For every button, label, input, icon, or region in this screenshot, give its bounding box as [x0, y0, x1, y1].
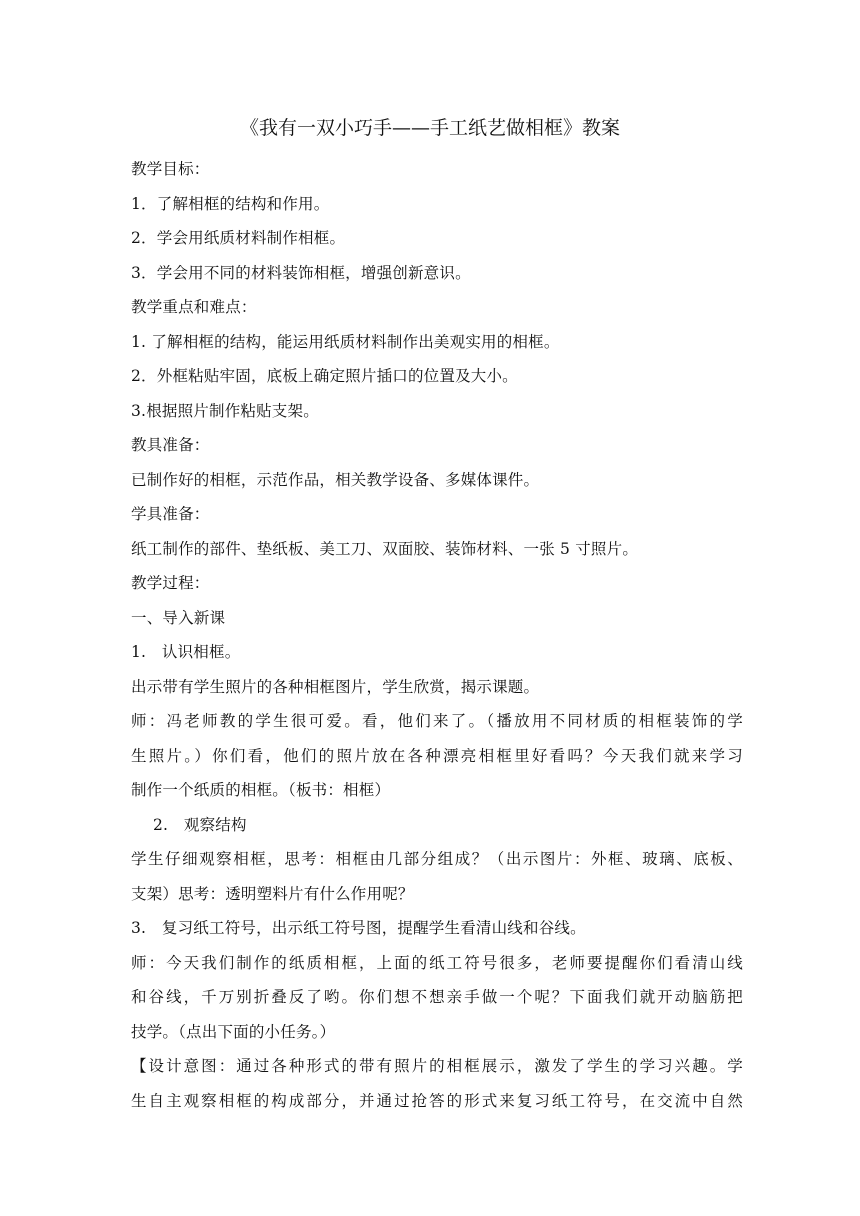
paragraph-line: 技学。（点出下面的小任务。）: [131, 1022, 336, 1041]
paragraph-line: 师：今天我们制作的纸质相框，上面的纸工符号很多，老师要提醒你们看清山线: [131, 953, 743, 972]
paragraph-line: 学具准备：: [131, 505, 210, 523]
paragraph-line: 教学目标：: [131, 160, 210, 178]
paragraph-line: 2．学会用纸质材料制作相框。: [131, 229, 346, 247]
paragraph-line: 制作一个纸质的相框。（板书：相框）: [131, 781, 391, 799]
paragraph-line: 纸工制作的部件、垫纸板、美工刀、双面胶、装饰材料、一张 5 寸照片。: [131, 539, 639, 558]
paragraph-line: 1. 了解相框的结构，能运用纸质材料制作出美观实用的相框。: [131, 332, 560, 351]
paragraph-line: 学生仔细观察相框，思考：相框由几部分组成？（出示图片：外框、玻璃、底板、: [131, 850, 743, 868]
paragraph-line: 2．外框粘贴牢固，底板上确定照片插口的位置及大小。: [131, 367, 518, 385]
paragraph-line: 教学重点和难点：: [131, 298, 257, 316]
paragraph-line: 支架）思考：透明塑料片有什么作用呢？: [131, 884, 414, 903]
paragraph-line: 3．学会用不同的材料装饰相框，增强创新意识。: [131, 263, 471, 282]
paragraph-line: 1. 认识相框。: [131, 643, 241, 661]
paragraph-line: 出示带有学生照片的各种相框图片，学生欣赏，揭示课题。: [131, 677, 540, 696]
paragraph-line: 和谷线，千万别折叠反了哟。你们想不想亲手做一个呢？下面我们就开动脑筋把: [131, 988, 743, 1006]
paragraph-line: 3. 复习纸工符号，出示纸工符号图，提醒学生看清山线和谷线。: [131, 919, 586, 937]
document-body: [131, 152, 743, 1118]
paragraph-line: 生自主观察相框的构成部分，并通过抢答的形式来复习纸工符号，在交流中自然: [131, 1091, 743, 1110]
paragraph-line: 一、导入新课: [131, 608, 226, 627]
paragraph-line: 3.根据照片制作粘贴支架。: [131, 401, 319, 420]
paragraph-line: 2. 观察结构: [153, 815, 247, 834]
paragraph-line: 教具准备：: [131, 436, 210, 454]
paragraph-line: 【设计意图：通过各种形式的带有照片的相框展示，激发了学生的学习兴趣。学: [131, 1057, 743, 1075]
paragraph-line: 生照片。）你们看，他们的照片放在各种漂亮相框里好看吗？今天我们就来学习: [131, 746, 743, 765]
paragraph-line: 1．了解相框的结构和作用。: [131, 194, 330, 213]
paragraph-line: 师：冯老师教的学生很可爱。看，他们来了。（播放用不同材质的相框装饰的学: [131, 712, 743, 730]
document-title: 《我有一双小巧手——手工纸艺做相框》教案: [239, 117, 620, 139]
paragraph-line: 已制作好的相框，示范作品，相关教学设备、多媒体课件。: [131, 470, 540, 489]
paragraph-line: 教学过程：: [131, 574, 210, 592]
